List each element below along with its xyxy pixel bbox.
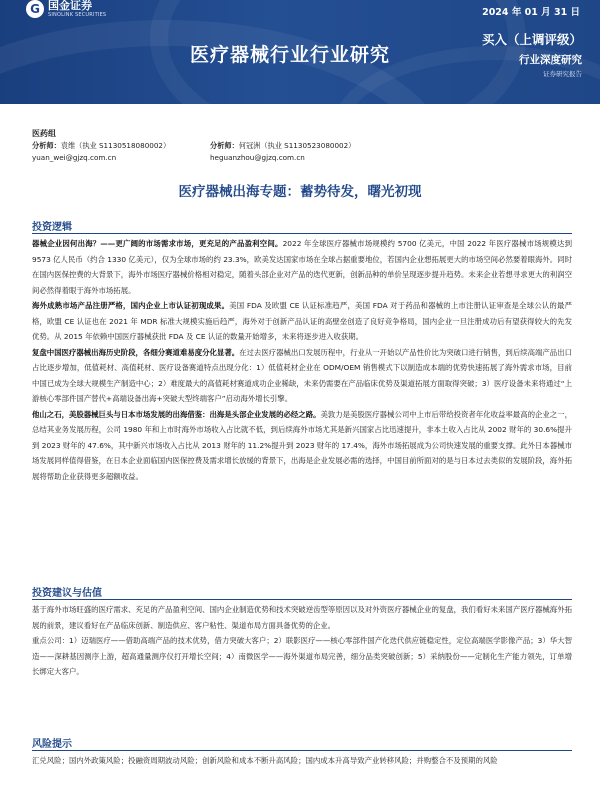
logic-text xyxy=(32,236,572,484)
logo-name-en: SINOLINK SECURITIES xyxy=(48,12,107,18)
company-logo xyxy=(26,0,106,18)
paragraph xyxy=(32,753,572,769)
analyst-card xyxy=(32,140,170,164)
report-title: 医疗器械行业行业研究 xyxy=(190,44,391,66)
paragraph-lead: 他山之石，美股器械巨头与日本市场发展的出海借鉴：出海是头部企业发展的必经之路。 xyxy=(32,409,321,419)
header-banner xyxy=(0,0,600,104)
report-type: 行业深度研究 xyxy=(519,54,582,66)
paragraph-lead: 器械企业因何出海？——更广阔的市场需求市场，更充足的产品盈利空间。 xyxy=(32,239,283,248)
report-date: 2024 年 01 月 31 日 xyxy=(482,7,580,18)
analyst-label: 分析师： xyxy=(32,141,61,150)
logo-name-cn: 国金证券 xyxy=(48,0,92,12)
paragraph-lead: 复盘中国医疗器械出海历史阶段，各细分赛道难易度分化显著。 xyxy=(32,347,240,357)
main-heading: 医疗器械出海专题：蓄势待发，曙光初现 xyxy=(178,184,422,200)
section-heading-risk: 风险提示 xyxy=(32,739,72,750)
analyst-name: 何冠洲（执业 S1130523080002） xyxy=(238,141,356,150)
section-heading-logic: 投资逻辑 xyxy=(32,222,72,233)
section-divider xyxy=(32,233,572,234)
analyst-email[interactable]: yuan_wei@gjzq.com.cn xyxy=(32,153,117,162)
paragraph-body: 美国 FDA 及欧盟 CE 认证标准趋严，美国 FDA 对于药品和器械的上市注册认证审查是全球公认的最严格，欧盟 CE 认证也在 2021 年 MDR 标准大规模实施后趋严，海外对于创新产品认证的高壁垒创造了良好竞争格局，国内企业一旦注册成功后有望获得较大的先发优势。从 2015 年依赖中国医疗器械获批 FDA 及 CE 认证的数量开始增多，未来将逐步进入收获期。 xyxy=(32,301,572,341)
paragraph xyxy=(32,298,572,345)
paragraph-body: 在过去医疗器械出口发展历程中，行业从一开始以产品性价比为突破口进行销售，到后续高端产品出口占比逐步增加，低值耗材、高值耗材、医疗设备赛道特点出现分化：1）低值耗材企业在 ODM/OEM 销售模式下以制造成本端的优势快速拓展了海外需求市场，目前中国已成为全球大规模生产制造中心；2）难度最大的高值耗材赛道成功企业稀缺，未来仍需要在产品临床优势及渠道拓展方面取得突破；3）医疗设备未来将通过“上游核心零部件国产替代+高端设备出海+突破大型终端客户”启动海外增长引擎。 xyxy=(32,347,572,403)
paragraph xyxy=(32,345,572,407)
logo-icon: G xyxy=(26,0,44,18)
paragraph xyxy=(32,633,572,680)
section-divider xyxy=(32,750,572,751)
analyst-name: 袁维（执业 S1130518080002） xyxy=(60,141,171,150)
paragraph-body: 重点公司：1）迈瑞医疗——借助高端产品的技术优势，借力突破大客户；2）联影医疗——核心零部件国产化迭代供应链稳定性，定位高端医学影像产品；3）华大智造——深耕基因测序上游，超高通量测序仪打开增长空间；4）南微医学——海外渠道布局完善，细分品类突破创新；5）采纳股份——定制化生产能力领先，订单增长绑定大客户。 xyxy=(32,636,572,676)
analyst-email[interactable]: heguanzhou@gjzq.com.cn xyxy=(210,153,305,162)
team-group: 医药组 xyxy=(32,129,56,138)
analyst-label: 分析师： xyxy=(210,141,239,150)
analyst-card xyxy=(210,140,355,164)
section-heading-advice: 投资建议与估值 xyxy=(32,588,102,599)
paragraph-body: 汇兑风险；国内外政策风险；投融资周期波动风险；创新风险和成本不断升高风险；国内成本升高导致产业转移风险；并购整合不及预期的风险 xyxy=(32,756,498,765)
paragraph-body: 基于海外市场旺盛的医疗需求、充足的产品盈利空间、国内企业制造优势和技术突破逆齿型等原因以及对外资医疗器械企业的复盘，我们看好未来国产医疗器械海外拓展的前景，建议看好在产品临床创新、制造供应、客户粘性、渠道布局方面具备优势的企业。 xyxy=(32,605,572,630)
paragraph xyxy=(32,236,572,298)
paragraph xyxy=(32,602,572,633)
advice-text xyxy=(32,602,572,680)
paragraph-body: 美敦力是美股医疗器械公司中上市后带给投资者年化收益率最高的企业之一，总结其业务发展历程，公司 1980 年和上市时海外市场收入占比就不低，到后续海外市场尤其是新兴国家占比迅速提升，非本土收入占比从 2002 财年的 30.6%提升到 2023 财年的 47.6%，其中新兴市场收入占比从 2013 财年的 11.2%提升到 2023 财年的 17.4%，海外市场拓展成为公司快速发展的重要支撑。此外日本器械市场发展同样值得借鉴，在日本企业面临国内医保控费及需求增长放缓的背景下，出海是企业发展必需的选择，中国目前所面对的是与日本过去类似的发展阶段，海外拓展将帮助企业获得更多超额收益。 xyxy=(32,409,572,481)
paragraph-lead: 海外成熟市场产品注册严格，国内企业上市认证初现成果。 xyxy=(32,301,230,310)
paragraph xyxy=(32,407,572,485)
report-category: 证券研究报告 xyxy=(543,70,582,78)
section-divider xyxy=(32,599,572,600)
risk-text xyxy=(32,753,572,769)
rating-badge: 买入（上调评级） xyxy=(481,32,582,47)
paragraph-body: 2022 年全球医疗器械市场规模约 5700 亿美元，中国 2022 年医疗器械市场规模达到 9573 亿人民币（约合 1330 亿美元），仅为全球市场的约 23.3%，欧美发达国家市场在全球占据重要地位，若国内企业想拓展更大的市场空间必然要着眼海外。同时在国内医保控费的大背景下，海外市场医疗器械价格相对稳定，随着头部企业对产品的迭代更新，创新品种的单价呈现逐步提升趋势。未来企业若想寻求更大的利润空间必然得着眼于海外市场拓展。 xyxy=(32,239,572,295)
